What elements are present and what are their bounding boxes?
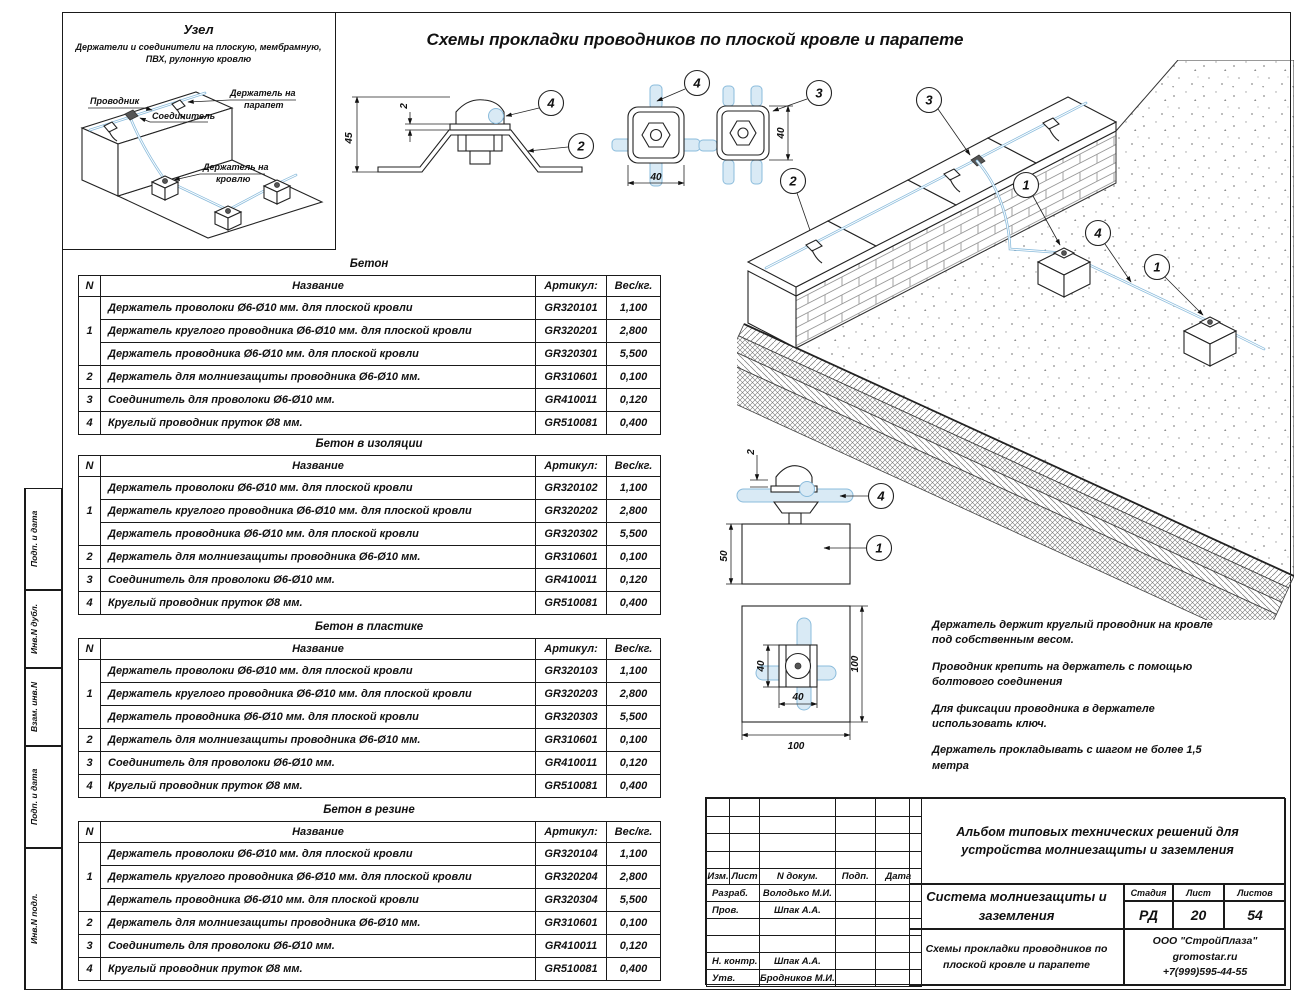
table-row [79, 660, 661, 683]
column-header: Вес/кг. [607, 822, 661, 843]
table-row [79, 320, 661, 343]
cell-n: 2 [79, 546, 101, 569]
cell-weight: 2,800 [607, 500, 661, 523]
company-name: ООО "СтройПлаза" [1152, 934, 1258, 947]
plan2-callout: 3 [815, 85, 823, 101]
cell-article: GR320301 [536, 343, 607, 366]
role-label: Н. контр. [707, 953, 760, 970]
table-row [79, 389, 661, 412]
column-header: Название [101, 276, 536, 297]
col-podp: Подп. [835, 869, 875, 885]
side-label: Подп. и дата [25, 489, 42, 589]
cell-name: Соединитель для проволоки Ø6-Ø10 мм. [101, 752, 536, 775]
cell-name: Держатель круглого проводника Ø6-Ø10 мм. для плоской кровли [101, 320, 536, 343]
sheet-label: Лист [1173, 884, 1224, 901]
cell-n: 1 [79, 843, 101, 912]
column-header: Вес/кг. [607, 639, 661, 660]
table-row [79, 706, 661, 729]
iso-callout-block2: 1 [1153, 259, 1161, 275]
holder-callout-conductor: 4 [877, 488, 885, 504]
table-row [79, 343, 661, 366]
cell-name: Круглый проводник пруток Ø8 мм. [101, 958, 536, 981]
cell-weight: 0,400 [607, 412, 661, 435]
holder-dim-gap: 2 [746, 449, 757, 455]
cell-weight: 1,100 [607, 843, 661, 866]
cell-article: GR410011 [536, 389, 607, 412]
cell-article: GR510081 [536, 592, 607, 615]
uzel-label-roof-holder: Держатель на [203, 162, 269, 172]
table-row [79, 297, 661, 320]
cell-n: 3 [79, 935, 101, 958]
tables-region [78, 258, 660, 987]
side-box [24, 848, 62, 990]
table-row [79, 866, 661, 889]
bracket-side-view [344, 91, 594, 173]
cell-weight: 0,120 [607, 569, 661, 592]
cell-weight: 1,100 [607, 477, 661, 500]
cell-n: 3 [79, 569, 101, 592]
table-title: Бетон в пластике [314, 621, 424, 633]
plan1-dim-width: 40 [650, 172, 662, 183]
cell-article: GR310601 [536, 366, 607, 389]
bracket-plate [450, 124, 510, 130]
sheets-total: 54 [1224, 901, 1286, 929]
note-paragraph: Для фиксации проводника в держателе использовать ключ. [932, 702, 1155, 730]
role-name: Володько М.И. [760, 885, 836, 902]
cell-name: Круглый проводник пруток Ø8 мм. [101, 775, 536, 798]
cell-name: Держатель проводника Ø6-Ø10 мм. для плоской кровли [101, 343, 536, 366]
cell-name: Держатель проволоки Ø6-Ø10 мм. для плоской кровли [101, 477, 536, 500]
bracket-conductor-section [489, 109, 504, 124]
column-header: Артикул: [536, 456, 607, 477]
uzel-roof-block [264, 180, 290, 204]
side-box [24, 590, 62, 668]
plan-dim-w40: 40 [792, 692, 804, 703]
cell-article: GR410011 [536, 569, 607, 592]
cell-name: Держатель для молниезащиты проводника Ø6-Ø10 мм. [101, 366, 536, 389]
column-header: Артикул: [536, 822, 607, 843]
cell-article: GR320304 [536, 889, 607, 912]
cell-weight: 0,120 [607, 935, 661, 958]
table-row [79, 683, 661, 706]
bracket-callout-conductor: 4 [547, 95, 555, 111]
plan-dim-w100: 100 [787, 741, 805, 752]
iso-callout-block1: 1 [1022, 177, 1030, 193]
plan2-dim-height: 40 [776, 127, 787, 139]
cell-article: GR320303 [536, 706, 607, 729]
col-list: Лист [730, 869, 760, 885]
cell-n: 4 [79, 958, 101, 981]
side-box [24, 746, 62, 848]
role-name [760, 919, 836, 936]
table-title: Бетон [349, 258, 389, 270]
cell-name: Держатель проводника Ø6-Ø10 мм. для плоской кровли [101, 889, 536, 912]
cell-weight: 1,100 [607, 297, 661, 320]
holder-plan-view-2 [699, 81, 832, 237]
iso-callout-connector: 3 [925, 92, 933, 108]
sheet-number: 20 [1173, 901, 1224, 929]
cell-weight: 1,100 [607, 660, 661, 683]
holder-side-view [719, 449, 894, 584]
table-row [79, 500, 661, 523]
cell-n: 2 [79, 912, 101, 935]
table-row [79, 843, 661, 866]
stage-label: Стадия [1124, 884, 1173, 901]
company-site: gromostar.ru [1172, 950, 1238, 963]
cell-name: Соединитель для проволоки Ø6-Ø10 мм. [101, 389, 536, 412]
uzel-title: Узел [183, 22, 214, 37]
uzel-label-connector: Соединитель [152, 111, 216, 121]
cell-n: 2 [79, 729, 101, 752]
holder-callout-block: 1 [875, 540, 883, 556]
column-header: Вес/кг. [607, 456, 661, 477]
cell-article: GR320202 [536, 500, 607, 523]
column-header: Артикул: [536, 639, 607, 660]
cell-weight: 2,800 [607, 866, 661, 889]
holder-detail-drawings [700, 438, 932, 760]
column-header: N [79, 456, 101, 477]
cell-article: GR510081 [536, 958, 607, 981]
bracket-nut [458, 135, 502, 151]
cell-article: GR320204 [536, 866, 607, 889]
cell-article: GR320302 [536, 523, 607, 546]
cell-weight: 5,500 [607, 343, 661, 366]
cell-n: 3 [79, 752, 101, 775]
document-title: Система молниезащиты и заземления [909, 884, 1124, 929]
plan-dim-h100: 100 [850, 655, 861, 673]
holder-plan-view-1 [612, 71, 710, 187]
cell-name: Держатель круглого проводника Ø6-Ø10 мм. для плоской кровли [101, 500, 536, 523]
table-row [79, 546, 661, 569]
title-block [705, 797, 1285, 985]
iso-callout-conductor: 4 [1094, 225, 1102, 241]
cell-article: GR310601 [536, 729, 607, 752]
cell-weight: 0,100 [607, 546, 661, 569]
uzel-label-roof-holder: кровлю [216, 174, 251, 184]
cell-name: Держатель проводника Ø6-Ø10 мм. для плоской кровли [101, 523, 536, 546]
conductor-section [800, 482, 815, 497]
cell-name: Держатель проводника Ø6-Ø10 мм. для плоской кровли [101, 706, 536, 729]
role-label: Утв. [707, 970, 760, 987]
role-name: Шпак А.А. [760, 902, 836, 919]
cell-weight: 0,400 [607, 958, 661, 981]
notes-block [932, 618, 1232, 785]
cell-n: 4 [79, 412, 101, 435]
table-row [79, 889, 661, 912]
column-header: N [79, 276, 101, 297]
cell-article: GR510081 [536, 412, 607, 435]
cell-name: Держатель проволоки Ø6-Ø10 мм. для плоской кровли [101, 843, 536, 866]
sheets-label: Листов [1224, 884, 1286, 901]
parts-table [78, 258, 660, 435]
parts-table [78, 804, 660, 981]
note-paragraph: Держатель держит круглый проводник на кровле под собственным весом. [932, 619, 1213, 647]
table-row [79, 412, 661, 435]
cell-article: GR410011 [536, 752, 607, 775]
table-row [79, 775, 661, 798]
cell-n: 3 [79, 389, 101, 412]
cell-weight: 0,400 [607, 592, 661, 615]
column-header: Название [101, 639, 536, 660]
note-paragraph: Держатель прокладывать с шагом не более 1,5 метра [932, 744, 1202, 772]
plan1-callout: 4 [693, 75, 701, 91]
bracket-stem [470, 151, 490, 164]
parts-table [78, 621, 660, 798]
table-row [79, 958, 661, 981]
cell-weight: 0,100 [607, 729, 661, 752]
role-label [707, 936, 760, 953]
cell-article: GR320104 [536, 843, 607, 866]
cell-article: GR310601 [536, 912, 607, 935]
company-phone: +7(999)595-44-55 [1162, 966, 1248, 979]
column-header: Вес/кг. [607, 276, 661, 297]
table-row [79, 592, 661, 615]
column-header: N [79, 822, 101, 843]
cell-article: GR310601 [536, 546, 607, 569]
cell-n: 1 [79, 660, 101, 729]
concrete-block [742, 524, 850, 584]
table-title: Бетон в изоляции [315, 438, 423, 450]
side-label: Инв.N дубл. [25, 591, 42, 667]
cell-name: Держатель для молниезащиты проводника Ø6-Ø10 мм. [101, 912, 536, 935]
uzel-roof-block [215, 206, 241, 230]
cell-name: Круглый проводник пруток Ø8 мм. [101, 412, 536, 435]
cell-weight: 5,500 [607, 889, 661, 912]
cell-name: Держатель проволоки Ø6-Ø10 мм. для плоской кровли [101, 660, 536, 683]
company-cell [1124, 929, 1286, 986]
col-izm: Изм. [707, 869, 730, 885]
title-block-left [706, 798, 922, 987]
cell-article: GR320101 [536, 297, 607, 320]
column-header: Артикул: [536, 276, 607, 297]
bracket-dim-plate: 2 [399, 103, 410, 109]
cell-name: Держатель проволоки Ø6-Ø10 мм. для плоской кровли [101, 297, 536, 320]
role-name [760, 936, 836, 953]
cell-weight: 0,120 [607, 389, 661, 412]
cell-article: GR410011 [536, 935, 607, 958]
column-header: Название [101, 456, 536, 477]
plan2-callout-parapet: 2 [789, 173, 797, 189]
cell-name: Соединитель для проволоки Ø6-Ø10 мм. [101, 935, 536, 958]
plan-dim-h40: 40 [756, 660, 767, 672]
table-row [79, 569, 661, 592]
cell-weight: 5,500 [607, 523, 661, 546]
side-box [24, 488, 62, 590]
table-row [79, 729, 661, 752]
cell-name: Соединитель для проволоки Ø6-Ø10 мм. [101, 569, 536, 592]
uzel-subtitle: Держатели и соединители на плоскую, мембрамную, ПВХ, рулонную кровлю [75, 42, 322, 65]
sheet-subtitle: Схемы прокладки проводников по плоской кровле и парапете [909, 929, 1124, 986]
bracket-dim-height: 45 [344, 132, 355, 144]
cell-n: 1 [79, 477, 101, 546]
uzel-label-parapet-holder: парапет [244, 100, 284, 110]
cell-article: GR320102 [536, 477, 607, 500]
cell-article: GR510081 [536, 775, 607, 798]
cell-n: 4 [79, 592, 101, 615]
uzel-label-parapet-holder: Держатель на [230, 88, 296, 98]
side-label: Взам. инв.N [25, 669, 42, 745]
page-title: Схемы прокладки проводников по плоской кровле и парапете [426, 30, 964, 49]
cell-weight: 0,400 [607, 775, 661, 798]
side-box [24, 668, 62, 746]
cell-n: 4 [79, 775, 101, 798]
cell-weight: 0,100 [607, 366, 661, 389]
holder-plan-view [742, 606, 868, 752]
cell-article: GR320201 [536, 320, 607, 343]
cell-weight: 5,500 [607, 706, 661, 729]
holder-dim-height: 50 [719, 550, 730, 562]
table-row [79, 752, 661, 775]
table-title: Бетон в резине [323, 804, 415, 816]
col-ndoc: N докум. [760, 869, 836, 885]
column-header: N [79, 639, 101, 660]
table-row [79, 523, 661, 546]
bracket-callout-holder: 2 [577, 138, 585, 154]
cell-name: Держатель для молниезащиты проводника Ø6-Ø10 мм. [101, 546, 536, 569]
cell-article: GR320203 [536, 683, 607, 706]
table-row [79, 366, 661, 389]
parts-table [78, 438, 660, 615]
role-label [707, 919, 760, 936]
col-data: Дата [875, 869, 921, 885]
role-label: Пров. [707, 902, 760, 919]
cell-weight: 0,120 [607, 752, 661, 775]
cell-weight: 2,800 [607, 683, 661, 706]
table-row [79, 912, 661, 935]
side-label: Инв.N подл. [25, 849, 42, 989]
cell-name: Держатель для молниезащиты проводника Ø6-Ø10 мм. [101, 729, 536, 752]
cell-n: 1 [79, 297, 101, 366]
cell-weight: 2,800 [607, 320, 661, 343]
role-name: Шпак А.А. [760, 953, 836, 970]
cell-n: 2 [79, 366, 101, 389]
uzel-label-conductor: Проводник [90, 96, 140, 106]
cell-name: Держатель круглого проводника Ø6-Ø10 мм. для плоской кровли [101, 866, 536, 889]
role-name: Бродников М.И. [760, 970, 836, 987]
role-label: Разраб. [707, 885, 760, 902]
cell-name: Держатель круглого проводника Ø6-Ø10 мм. для плоской кровли [101, 683, 536, 706]
cell-article: GR320103 [536, 660, 607, 683]
side-label: Подп. и дата [25, 747, 42, 847]
cell-weight: 0,100 [607, 912, 661, 935]
stage-value: РД [1124, 901, 1173, 929]
uzel-isometric-drawing [62, 62, 336, 250]
table-row [79, 935, 661, 958]
table-row [79, 477, 661, 500]
column-header: Название [101, 822, 536, 843]
note-paragraph: Проводник крепить на держатель с помощью болтового соединения [932, 660, 1193, 689]
album-title: Альбом типовых технических решений для устройства молниезащиты и заземления [909, 798, 1286, 884]
cell-name: Круглый проводник пруток Ø8 мм. [101, 592, 536, 615]
